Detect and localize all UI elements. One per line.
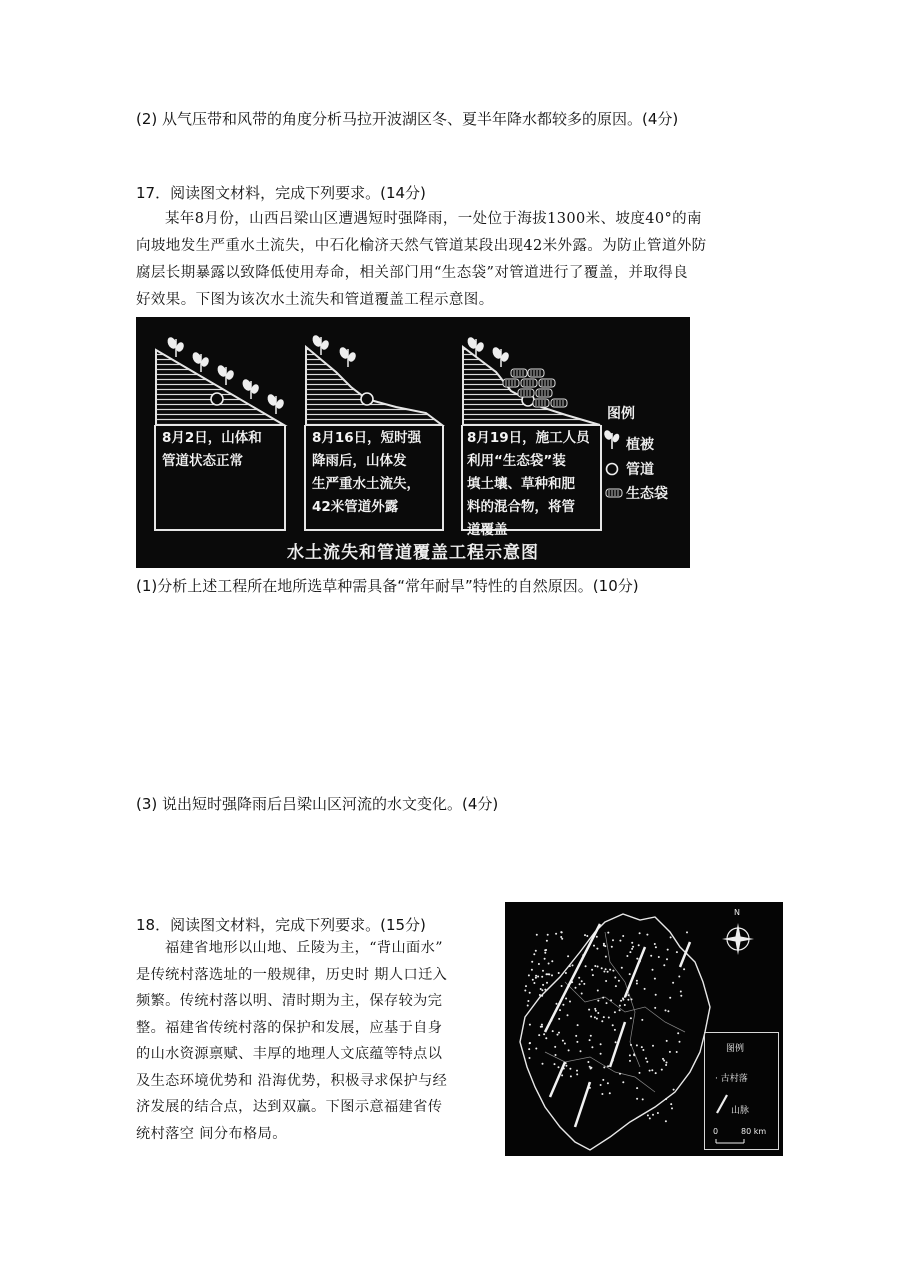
- panel-2-slope: [306, 334, 442, 425]
- legend-mountain: 山脉: [731, 1106, 750, 1116]
- village-dot: [646, 934, 648, 936]
- village-dot: [603, 1016, 605, 1018]
- village-dot: [529, 1057, 531, 1059]
- village-dot: [562, 1040, 564, 1042]
- village-dot: [605, 980, 607, 982]
- village-dot: [636, 983, 638, 985]
- village-dot: [535, 1048, 537, 1050]
- soil-erosion-figure: [136, 317, 690, 568]
- village-dot: [657, 1112, 659, 1114]
- village-dot: [571, 981, 573, 983]
- village-dot: [630, 1044, 632, 1046]
- village-dot: [594, 1008, 596, 1010]
- village-dot: [596, 1018, 598, 1020]
- village-dot: [612, 939, 614, 941]
- village-dot: [581, 980, 583, 982]
- village-dot: [611, 946, 613, 948]
- panel-3-slope: [463, 336, 600, 425]
- province-outline: [520, 914, 710, 1150]
- village-dot: [669, 997, 671, 999]
- q18-line-4: 整。福建省传统村落的保护和发展，应基于自身: [136, 1019, 443, 1036]
- village-dot: [614, 1011, 616, 1013]
- legend-pipe: 管道: [626, 462, 654, 478]
- village-dot: [629, 1054, 631, 1056]
- village-dot: [532, 979, 534, 981]
- village-dot: [629, 951, 631, 953]
- village-dot: [671, 1107, 673, 1109]
- scale-bar: [714, 1137, 774, 1145]
- village-dot: [578, 977, 580, 979]
- village-dot: [538, 963, 540, 965]
- village-dot: [591, 1046, 593, 1048]
- village-dot: [597, 966, 599, 968]
- village-dot: [673, 1089, 675, 1091]
- village-dot: [594, 965, 596, 967]
- village-dot: [629, 973, 631, 975]
- village-dot: [575, 1035, 577, 1037]
- village-dot: [569, 1001, 571, 1003]
- village-dot: [580, 1050, 582, 1052]
- village-dot: [564, 1043, 566, 1045]
- question-17-sub-3: (3) 说出短时强降雨后吕梁山区河流的水文变化。(4分): [136, 795, 499, 813]
- village-dot: [563, 1068, 565, 1070]
- village-dot: [561, 938, 563, 940]
- village-dot: [639, 960, 641, 962]
- village-dot: [527, 1005, 529, 1007]
- village-dot: [633, 1053, 635, 1055]
- village-dot: [667, 949, 669, 951]
- village-dot: [541, 995, 543, 997]
- village-dot: [639, 932, 641, 934]
- village-dot: [608, 1017, 610, 1019]
- panel-1-text: 8月2日，山体和 管道状态正常: [154, 425, 286, 531]
- village-dot: [527, 1000, 529, 1002]
- village-dot: [683, 968, 685, 970]
- village-dot: [607, 1065, 609, 1067]
- village-dot: [607, 932, 609, 934]
- map-legend-title: 图例: [726, 1044, 745, 1054]
- village-dot: [680, 995, 682, 997]
- q18-line-6: 及生态环境优势和 沿海优势，积极寻求保护与经: [136, 1072, 448, 1089]
- village-dot: [558, 1018, 560, 1020]
- q17-line-3: 腐层长期暴露以致降低使用寿命，相关部门用“生态袋”对管道进行了覆盖，并取得良: [136, 265, 689, 281]
- village-dot: [533, 982, 535, 984]
- village-dot: [535, 975, 537, 977]
- legend-vegetation: 植被: [626, 437, 654, 453]
- question-18-title: 18．阅读图文材料，完成下列要求。(15分): [136, 916, 426, 934]
- village-dot: [590, 1016, 592, 1018]
- village-dot: [589, 1087, 591, 1089]
- panel-1-slope: [156, 336, 285, 425]
- village-dot: [595, 1010, 597, 1012]
- village-dot: [565, 998, 567, 1000]
- village-dot: [602, 997, 604, 999]
- village-dot: [543, 1033, 545, 1035]
- village-dot: [666, 1062, 668, 1064]
- village-dot: [588, 1083, 590, 1085]
- village-dot: [628, 994, 630, 996]
- village-dot: [525, 985, 527, 987]
- village-dot: [547, 934, 549, 936]
- village-dot: [555, 933, 557, 935]
- village-dot: [565, 972, 567, 974]
- village-dot: [603, 1066, 605, 1068]
- village-dot: [676, 1051, 678, 1053]
- village-dot: [561, 985, 563, 987]
- village-dot: [610, 999, 612, 1001]
- legend-village: · 古村落: [715, 1074, 748, 1084]
- fujian-village-map: [505, 902, 783, 1156]
- village-dot: [600, 1084, 602, 1086]
- compass-icon: [722, 923, 754, 955]
- village-dot: [624, 1004, 626, 1006]
- q18-line-3: 频繁。传统村落以明、清时期为主，保存较为完: [136, 993, 443, 1009]
- village-dot: [554, 1063, 556, 1065]
- village-dot: [642, 1049, 644, 1051]
- village-dot: [636, 958, 638, 960]
- village-dot: [590, 1067, 592, 1069]
- village-dot: [548, 973, 550, 975]
- village-dot: [569, 965, 571, 967]
- village-dot: [667, 1010, 669, 1012]
- village-dot: [612, 970, 614, 972]
- village-dot: [651, 1069, 653, 1071]
- village-dot: [619, 1005, 621, 1007]
- village-dot: [542, 984, 544, 986]
- village-dot: [568, 1049, 570, 1051]
- village-dot: [676, 951, 678, 953]
- village-dot: [558, 972, 560, 974]
- village-dot: [528, 1048, 530, 1050]
- village-dot: [622, 935, 624, 937]
- legend-eco-bag: 生态袋: [626, 486, 668, 502]
- village-dot: [666, 1040, 668, 1042]
- village-dot: [567, 1014, 569, 1016]
- village-dot: [649, 1070, 651, 1072]
- village-dot: [577, 1024, 579, 1026]
- legend-bag-symbol: [606, 489, 622, 497]
- village-dot: [652, 1045, 654, 1047]
- village-dot: [529, 1042, 531, 1044]
- village-dot: [535, 977, 537, 979]
- village-dot: [589, 1039, 591, 1041]
- village-dot: [605, 956, 607, 958]
- village-dot: [654, 943, 656, 945]
- village-dot: [588, 1009, 590, 1011]
- map-legend: [704, 1032, 779, 1150]
- village-dot: [607, 1082, 609, 1084]
- village-dot: [652, 969, 654, 971]
- village-dot: [655, 946, 657, 948]
- village-dot: [562, 1004, 564, 1006]
- village-dot: [636, 1044, 638, 1046]
- village-dot: [536, 934, 538, 936]
- village-dot: [529, 1024, 531, 1026]
- village-dot: [641, 1046, 643, 1048]
- village-dot: [596, 948, 598, 950]
- village-dot: [650, 955, 652, 957]
- village-dot: [606, 1002, 608, 1004]
- village-dot: [597, 1000, 599, 1002]
- village-dot: [570, 1075, 572, 1077]
- village-dot: [550, 1020, 552, 1022]
- q17-line-2: 向坡地发生严重水土流失，中石化榆济天然气管道某段出现42米外露。为防止管道外防: [136, 238, 707, 254]
- village-dot: [591, 969, 593, 971]
- village-dot: [541, 1026, 543, 1028]
- village-dot: [649, 1117, 651, 1119]
- village-dot: [661, 1069, 663, 1071]
- village-dot: [575, 987, 577, 989]
- village-dot: [531, 969, 533, 971]
- village-dot: [535, 950, 537, 952]
- village-dot: [615, 985, 617, 987]
- legend-pipe-symbol: [607, 464, 618, 475]
- village-dot: [560, 936, 562, 938]
- mountain-icon: [713, 1093, 733, 1115]
- village-dot: [587, 1061, 589, 1063]
- village-dot: [556, 1003, 558, 1005]
- village-dot: [621, 967, 623, 969]
- village-dot: [592, 974, 594, 976]
- village-dot: [618, 980, 620, 982]
- village-dot: [558, 1066, 560, 1068]
- village-dot: [670, 1103, 672, 1105]
- village-dot: [602, 1079, 604, 1081]
- village-dot: [597, 990, 599, 992]
- q18-line-2: 是传统村落选址的一般规律，历史时 期人口迁入: [136, 966, 448, 983]
- village-dot: [576, 1073, 578, 1075]
- village-dot: [652, 1114, 654, 1116]
- village-dot: [665, 1064, 667, 1066]
- question-16-part-2: (2) 从气压带和风带的角度分析马拉开波湖区冬、夏半年降水都较多的原因。(4分): [136, 110, 679, 128]
- village-dot: [631, 998, 633, 1000]
- legend-plant-symbol: [603, 429, 621, 449]
- village-dot: [582, 954, 584, 956]
- village-dot: [626, 955, 628, 957]
- village-dot: [554, 1046, 556, 1048]
- village-dot: [538, 1034, 540, 1036]
- village-dot: [631, 942, 633, 944]
- village-dot: [524, 990, 526, 992]
- village-dot: [677, 1032, 679, 1034]
- village-dot: [663, 964, 665, 966]
- village-dot: [544, 989, 546, 991]
- village-dot: [627, 999, 629, 1001]
- village-dot: [654, 1007, 656, 1009]
- village-dot: [686, 931, 688, 933]
- village-dot: [603, 971, 605, 973]
- village-dot: [593, 945, 595, 947]
- village-dot: [585, 965, 587, 967]
- village-dot: [539, 994, 541, 996]
- village-dot: [552, 1030, 554, 1032]
- village-dot: [558, 1032, 560, 1034]
- village-dot: [605, 968, 607, 970]
- village-dot: [586, 935, 588, 937]
- village-dot: [557, 1034, 559, 1036]
- village-dot: [636, 1087, 638, 1089]
- village-dot: [546, 982, 548, 984]
- village-dot: [631, 948, 633, 950]
- panel-2-text: 8月16日，短时强 降雨后，山体发 生严重水土流失， 42米管道外露: [304, 425, 444, 531]
- village-dot: [601, 967, 603, 969]
- village-dot: [655, 994, 657, 996]
- village-dot: [654, 978, 656, 980]
- village-dot: [607, 971, 609, 973]
- village-dot: [614, 1029, 616, 1031]
- village-dot: [546, 973, 548, 975]
- village-dot: [548, 963, 550, 965]
- village-dot: [537, 976, 539, 978]
- village-dot: [540, 988, 542, 990]
- q18-line-8: 统村落空 间分布格局。: [136, 1125, 287, 1142]
- village-dot: [624, 996, 626, 998]
- village-dot: [603, 944, 605, 946]
- village-dot: [544, 949, 546, 951]
- village-dot: [589, 1066, 591, 1068]
- village-dot-icon: ·: [715, 1074, 718, 1084]
- village-dot: [600, 1053, 602, 1055]
- village-dot: [619, 1073, 621, 1075]
- village-dot: [541, 1024, 543, 1026]
- village-dot: [531, 961, 533, 963]
- scale-zero: 0: [713, 1127, 719, 1136]
- village-dot: [632, 946, 634, 948]
- village-dot: [612, 1024, 614, 1026]
- village-dot: [642, 1098, 644, 1100]
- village-dot: [561, 1074, 563, 1076]
- village-dot: [576, 1041, 578, 1043]
- village-dot: [559, 1009, 561, 1011]
- village-dot: [658, 956, 660, 958]
- village-dot: [528, 974, 530, 976]
- village-dot: [567, 955, 569, 957]
- village-dot: [541, 976, 543, 978]
- village-dot: [641, 1019, 643, 1021]
- q18-line-5: 的山水资源禀赋、丰厚的地理人文底蕴等特点以: [136, 1046, 443, 1062]
- village-dot: [583, 983, 585, 985]
- village-dot: [622, 1081, 624, 1083]
- village-dot: [647, 1114, 649, 1116]
- figure-caption: 水土流失和管道覆盖工程示意图: [287, 543, 539, 563]
- village-dot: [551, 974, 553, 976]
- question-17-sub-1: (1)分析上述工程所在地所选草种需具备“常年耐旱”特性的自然原因。(10分): [136, 577, 639, 595]
- village-dot: [529, 992, 531, 994]
- scale-label: 80 km: [741, 1127, 767, 1136]
- village-dot: [579, 983, 581, 985]
- q17-line-1: 某年8月份，山西吕梁山区遭遇短时强降雨，一处位于海拔1300米、坡度40°的南: [165, 211, 702, 227]
- village-dot: [614, 977, 616, 979]
- village-dot: [596, 936, 598, 938]
- village-dot: [615, 1041, 617, 1043]
- village-dot: [594, 1016, 596, 1018]
- village-dot: [565, 1062, 567, 1064]
- village-dot: [533, 953, 535, 955]
- village-dot: [551, 960, 553, 962]
- village-dot: [544, 958, 546, 960]
- village-dot: [609, 1092, 611, 1094]
- village-dot: [679, 1041, 681, 1043]
- village-dot: [597, 1012, 599, 1014]
- village-dot: [565, 1065, 567, 1067]
- village-dot: [646, 1061, 648, 1063]
- village-dot: [581, 993, 583, 995]
- question-18-paragraph: [136, 935, 447, 1147]
- village-dot: [601, 1093, 603, 1095]
- village-dot: [609, 969, 611, 971]
- question-17-title: 17．阅读图文材料，完成下列要求。(14分): [136, 184, 426, 202]
- village-dot: [544, 952, 546, 954]
- north-label: N: [734, 908, 740, 917]
- village-dot: [630, 1017, 632, 1019]
- village-dot: [619, 940, 621, 942]
- village-dot: [655, 1072, 657, 1074]
- village-dot: [670, 936, 672, 938]
- village-dot: [569, 1068, 571, 1070]
- village-dot: [638, 958, 640, 960]
- village-dot: [639, 1072, 641, 1074]
- village-dot: [636, 1098, 638, 1100]
- village-dot: [666, 958, 668, 960]
- village-dot: [612, 1060, 614, 1062]
- village-dot: [600, 1043, 602, 1045]
- village-dot: [542, 1063, 544, 1065]
- q17-line-4: 好效果。下图为该次水土流失和管道覆盖工程示意图。: [136, 292, 494, 308]
- village-dot: [576, 1070, 578, 1072]
- village-dot: [601, 1020, 603, 1022]
- village-dot: [638, 944, 640, 946]
- village-dot: [644, 988, 646, 990]
- village-dot: [672, 982, 674, 984]
- legend-title: 图例: [607, 406, 635, 422]
- village-dot: [542, 970, 544, 972]
- village-dot: [662, 1058, 664, 1060]
- village-dot: [622, 997, 624, 999]
- q18-line-1: 福建省地形以山地、丘陵为主，“背山面水”: [165, 940, 443, 956]
- q18-line-7: 济发展的结合点，达到双赢。下图示意福建省传: [136, 1099, 443, 1115]
- village-dot: [546, 940, 548, 942]
- village-dot: [636, 980, 638, 982]
- village-dot: [620, 1000, 622, 1002]
- village-dot: [545, 1037, 547, 1039]
- village-dot: [678, 976, 680, 978]
- village-dot: [572, 964, 574, 966]
- village-dot: [619, 1009, 621, 1011]
- village-dot: [665, 1120, 667, 1122]
- village-dot: [541, 989, 543, 991]
- village-dot: [590, 1035, 592, 1037]
- village-dot: [665, 1009, 667, 1011]
- village-dot: [665, 1098, 667, 1100]
- question-17-paragraph: [136, 206, 707, 314]
- village-dot: [680, 991, 682, 993]
- village-dot: [584, 934, 586, 936]
- panel-3-text: 8月19日，施工人员 利用“生态袋”装 填土壤、草种和肥 料的混合物，将管 道覆盖: [461, 425, 602, 531]
- village-dot: [629, 1060, 631, 1062]
- village-dot: [561, 931, 563, 933]
- village-dot: [555, 1054, 557, 1056]
- village-dot: [669, 1051, 671, 1053]
- village-dot: [645, 1057, 647, 1059]
